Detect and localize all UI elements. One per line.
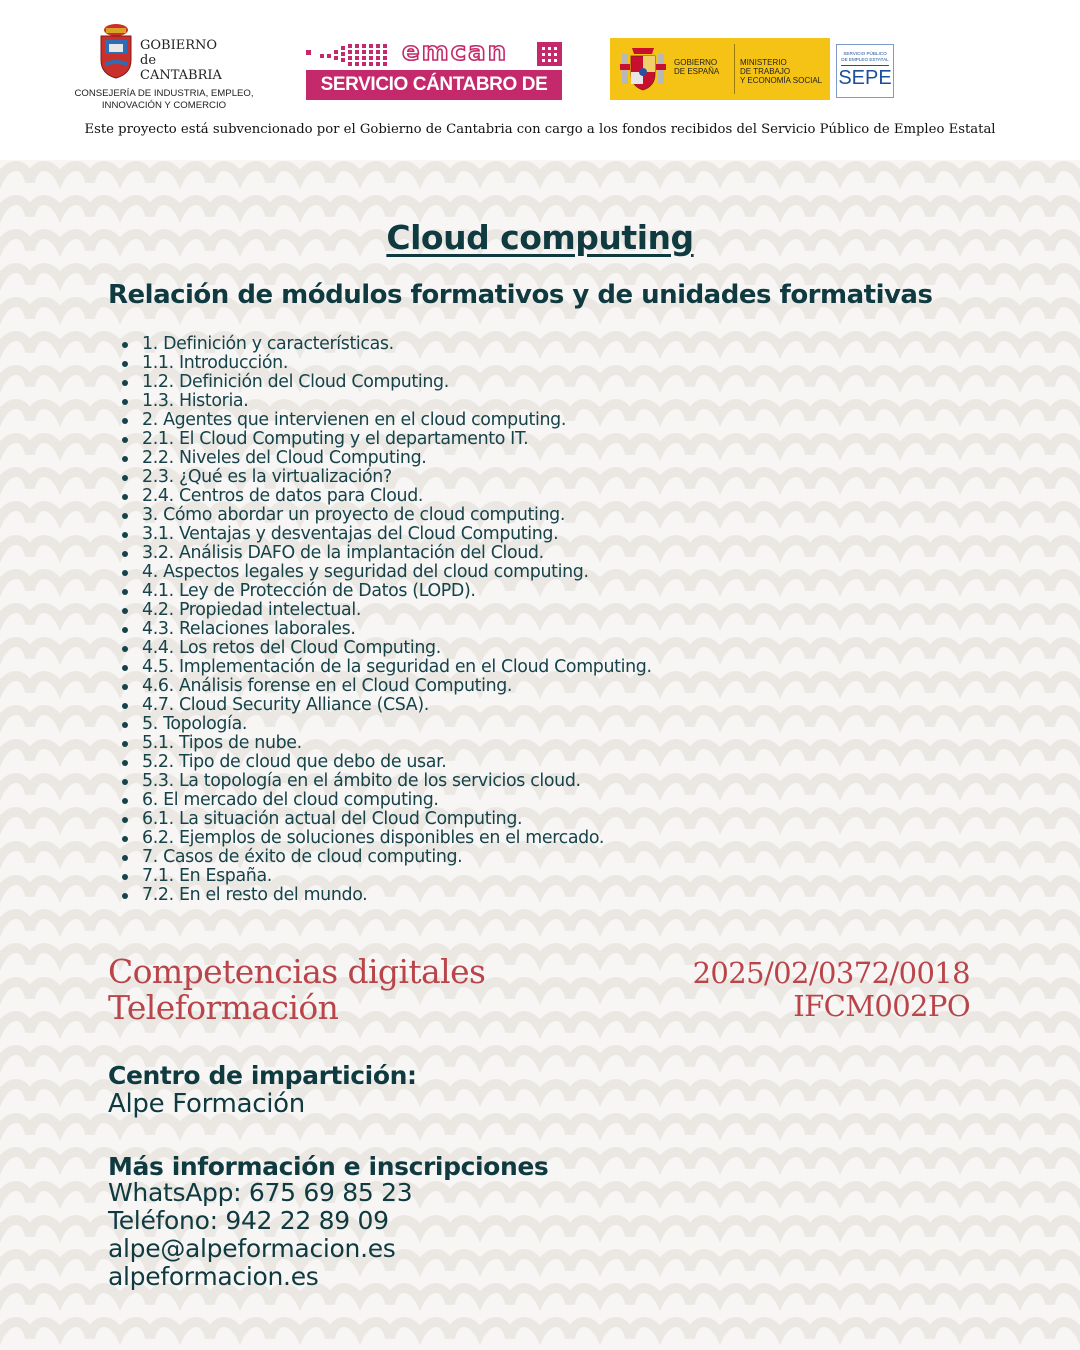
- ministerio-line-3: Y ECONOMÍA SOCIAL: [740, 76, 823, 85]
- gobierno-espana-logo: [610, 38, 830, 100]
- emcan-logo: [306, 37, 562, 125]
- specialty-code: IFCM002PO: [793, 989, 970, 1023]
- module-item: 1. Definición y características.: [120, 335, 652, 354]
- module-item: 4.3. Relaciones laborales.: [120, 620, 652, 639]
- module-item: 6. El mercado del cloud computing.: [120, 791, 652, 810]
- module-item: 7.1. En España.: [120, 867, 652, 886]
- header: [0, 0, 1080, 160]
- contact-website[interactable]: alpeformacion.es: [108, 1262, 319, 1291]
- module-item: 3.2. Análisis DAFO de la implantación del Cloud.: [120, 544, 652, 563]
- emcan-wordmark: emcan: [402, 37, 509, 67]
- module-item: 5. Topología.: [120, 715, 652, 734]
- course-modality: Teleformación: [108, 988, 339, 1027]
- cantabria-line-1: GOBIERNO: [140, 38, 218, 53]
- contact-phone[interactable]: Teléfono: 942 22 89 09: [108, 1206, 389, 1235]
- file-code: 2025/02/0372/0018: [692, 956, 970, 990]
- center-name: Alpe Formación: [108, 1089, 305, 1119]
- module-item: 2.3. ¿Qué es la virtualización?: [120, 468, 652, 487]
- module-item: 7. Casos de éxito de cloud computing.: [120, 848, 652, 867]
- module-item: 4.6. Análisis forense en el Cloud Computing.: [120, 677, 652, 696]
- contact-email[interactable]: alpe@alpeformacion.es: [108, 1234, 396, 1263]
- cantabria-shield-icon: [98, 22, 134, 80]
- spain-logo-divider: [734, 44, 735, 94]
- gobierno-espana-line-2: DE ESPAÑA: [674, 67, 720, 76]
- funding-note: Este proyecto está subvencionado por el Gobierno de Cantabria con cargo a los fondos recibidos del Servicio Público de Empleo Estatal: [84, 122, 996, 137]
- module-item: 4.7. Cloud Security Alliance (CSA).: [120, 696, 652, 715]
- course-title: Cloud computing: [386, 218, 694, 257]
- contact-heading: Más información e inscripciones: [108, 1152, 549, 1181]
- spain-coat-of-arms-icon: [618, 44, 668, 94]
- module-item: 4.4. Los retos del Cloud Computing.: [120, 639, 652, 658]
- cantabria-line-2: de: [140, 53, 157, 68]
- module-item: 5.2. Tipo de cloud que debo de usar.: [120, 753, 652, 772]
- module-item: 2.2. Niveles del Cloud Computing.: [120, 449, 652, 468]
- course-codes: [693, 957, 970, 1023]
- gobierno-cantabria-logo: [68, 20, 260, 112]
- sepe-acronym: SEPE: [838, 67, 892, 89]
- module-item: 2. Agentes que intervienen en el cloud computing.: [120, 411, 652, 430]
- sepe-small-line-2: DE EMPLEO ESTATAL: [841, 57, 889, 62]
- ministerio-line-1: MINISTERIO: [740, 58, 787, 67]
- module-item: 5.1. Tipos de nube.: [120, 734, 652, 753]
- module-item: 2.1. El Cloud Computing y el departamento IT.: [120, 430, 652, 449]
- module-item: 4.5. Implementación de la seguridad en el Cloud Computing.: [120, 658, 652, 677]
- sepe-rule: [841, 65, 889, 66]
- cantabria-dept-line-2: INNOVACIÓN Y COMERCIO: [101, 100, 227, 111]
- module-item: 6.1. La situación actual del Cloud Computing.: [120, 810, 652, 829]
- emcan-band: SERVICIO CÁNTABRO DE EMPLEO: [306, 70, 562, 100]
- center-label: Centro de impartición:: [108, 1061, 417, 1090]
- modules-heading: Relación de módulos formativos y de unidades formativas: [108, 280, 933, 310]
- course-meta: [108, 954, 485, 1026]
- cantabria-line-3: CANTABRIA: [140, 68, 222, 83]
- module-item: 1.1. Introducción.: [120, 354, 652, 373]
- sepe-logo: [836, 44, 894, 98]
- ministerio-line-2: DE TRABAJO: [740, 67, 791, 76]
- gobierno-espana-text: [674, 58, 719, 76]
- cantabria-dept-line-1: CONSEJERÍA DE INDUSTRIA, EMPLEO,: [74, 88, 254, 99]
- gobierno-espana-line-1: GOBIERNO: [674, 58, 718, 67]
- contact-list: [108, 1179, 412, 1291]
- module-item: 4. Aspectos legales y seguridad del cloud computing.: [120, 563, 652, 582]
- module-item: 7.2. En el resto del mundo.: [120, 886, 652, 905]
- sepe-small-line-1: SERVICIO PÚBLICO: [843, 51, 887, 56]
- module-item: 4.2. Propiedad intelectual.: [120, 601, 652, 620]
- module-item: 2.4. Centros de datos para Cloud.: [120, 487, 652, 506]
- module-item: 1.2. Definición del Cloud Computing.: [120, 373, 652, 392]
- modules-list: [120, 335, 652, 905]
- ministerio-text: [740, 58, 822, 85]
- contact-whatsapp[interactable]: WhatsApp: 675 69 85 23: [108, 1178, 413, 1207]
- course-category: Competencias digitales: [108, 952, 486, 991]
- module-item: 6.2. Ejemplos de soluciones disponibles en el mercado.: [120, 829, 652, 848]
- cantabria-department: [68, 88, 260, 112]
- sepe-small-text: [839, 51, 891, 63]
- module-item: 5.3. La topología en el ámbito de los servicios cloud.: [120, 772, 652, 791]
- module-item: 3. Cómo abordar un proyecto de cloud computing.: [120, 506, 652, 525]
- module-item: 3.1. Ventajas y desventajas del Cloud Computing.: [120, 525, 652, 544]
- module-item: 4.1. Ley de Protección de Datos (LOPD).: [120, 582, 652, 601]
- module-item: 1.3. Historia.: [120, 392, 652, 411]
